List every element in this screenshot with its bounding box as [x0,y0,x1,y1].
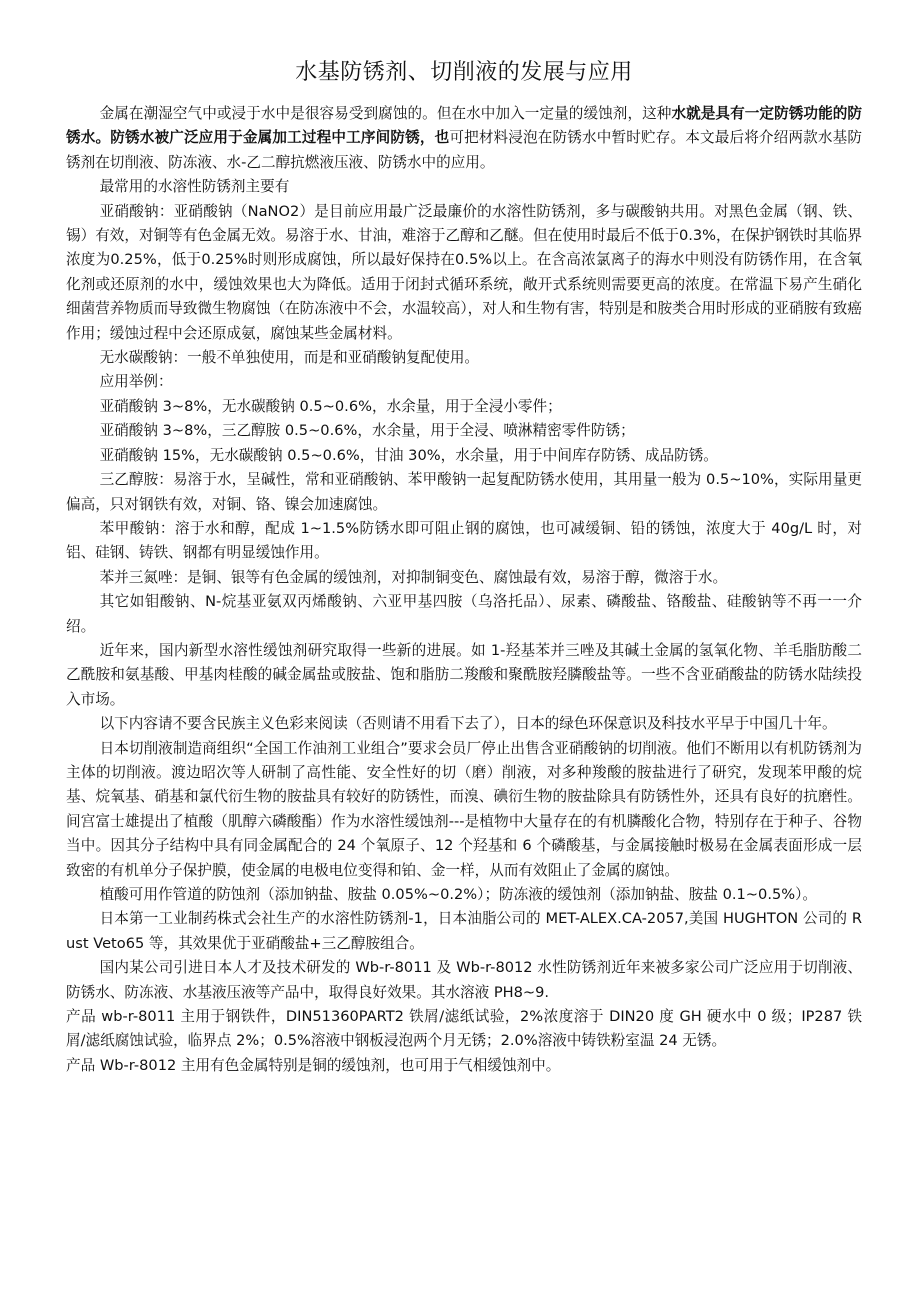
example-item: 亚硝酸钠 3~8%，无水碳酸钠 0.5~0.6%，水余量，用于全浸小零件； [99,397,562,415]
intro-text-2: 可把材料浸泡在防锈水中暂时贮存。本文最后将介绍两款水基防锈剂在切削液、防冻液、水-乙二醇抗燃液压液、防锈水中的应用。 [66,129,862,171]
example-item: 亚硝酸钠 15%，无水碳酸钠 0.5~0.6%，甘油 30%，水余量，用于中间库存防锈、成品防锈。 [99,446,718,464]
product-8011-paragraph: 产品 wb-r-8011 主用于钢铁件，DIN51360PART2 铁屑/滤纸试验，2%浓度溶于 DIN20 度 GH 硬水中 0 级；IP287 铁屑/滤纸腐蚀试验，临界点 2%；0.5%溶液中钢板浸泡两个月无锈；2.0%溶液中铸铁粉室温 24 无锈。 [66,1008,862,1050]
recent-progress-paragraph: 近年来，国内新型水溶性缓蚀剂研究取得一些新的进展。如 1-羟基苯并三唑及其碱土金属的氢氧化物、羊毛脂肪酸二乙酰胺和氨基酸、甲基肉桂酸的碱金属盐或胺盐、饱和脂肪二羧酸和聚酰胺羟膦酸盐等。一些不含亚硝酸盐的防锈水陆续投入市场。 [66,641,862,708]
domestic-products-paragraph: 国内某公司引进日本人才及技术研发的 Wb-r-8011 及 Wb-r-8012 水性防锈剂近年来被多家公司广泛应用于切削液、防锈水、防冻液、水基液压液等产品中，取得良好效果。其水溶液 PH8~9. [66,959,862,1001]
japanese-products-paragraph: 日本第一工业制药株式会社生产的水溶性防锈剂-1，日本油脂公司的 MET-ALEX.CA-2057,美国 HUGHTON 公司的 Rust Veto65 等，其效果优于亚硝酸盐+三乙醇胺组合。 [66,910,862,952]
document-title: 水基防锈剂、切削液的发展与应用 [295,60,633,85]
common-inhibitors-heading: 最常用的水溶性防锈剂主要有 [99,178,290,196]
product-8012-paragraph: 产品 Wb-r-8012 主用有色金属特别是铜的缓蚀剂，也可用于气相缓蚀剂中。 [66,1056,561,1074]
examples-heading: 应用举例： [99,373,173,391]
example-item: 亚硝酸钠 3~8%，三乙醇胺 0.5~0.6%，水余量，用于全浸、喷淋精密零件防锈； [99,422,635,440]
sodium-nitrite-paragraph: 亚硝酸钠：亚硝酸钠（NaNO2）是目前应用最广泛最廉价的水溶性防锈剂，多与碳酸钠共用。对黑色金属（钢、铁、锡）有效，对铜等有色金属无效。易溶于水、甘油，难溶于乙醇和乙醚。但在使用时最后不低于0.3%，在保护钢铁时其临界浓度为0.25%，低于0.25%时则形成腐蚀，所以最好保持在0.5%以上。在含高浓氯离子的海水中则没有防锈作用，在含氧化剂或还原剂的水中，缓蚀效果也大为降低。适用于闭封式循环系统，敞开式系统则需要更高的浓度。在常温下易产生硝化细菌营养物质而导致微生物腐蚀（在防冻液中不会，水温较高），对人和生物有害，特别是和胺类合用时形成的亚硝胺有致癌作用；缓蚀过程中会还原成氨，腐蚀某些金属材料。 [66,202,862,342]
reader-note-paragraph: 以下内容请不要含民族主义色彩来阅读（否则请不用看下去了），日本的绿色环保意识及科技水平早于中国几十年。 [99,715,837,733]
document-page [66,58,862,1078]
benzotriazole-paragraph: 苯并三氮唑：是铜、银等有色金属的缓蚀剂，对抑制铜变色、腐蚀最有效，易溶于醇，微溶于水。 [99,568,728,586]
sodium-benzoate-paragraph: 苯甲酸钠：溶于水和醇，配成 1~1.5%防锈水即可阻止钢的腐蚀，也可减缓铜、铅的锈蚀，浓度大于 40g/L 时，对铝、硅钢、铸铁、钢都有明显缓蚀作用。 [66,519,862,562]
other-inhibitors-paragraph: 其它如钼酸钠、N-烷基亚氨双丙烯酸钠、六亚甲基四胺（乌洛托品）、尿素、磷酸盐、铬酸盐、硅酸钠等不再一一介绍。 [66,593,862,635]
intro-paragraph [66,102,862,175]
phytic-acid-paragraph: 植酸可用作管道的防蚀剂（添加钠盐、胺盐 0.05%~0.2%）；防冻液的缓蚀剂（添加钠盐、胺盐 0.1~0.5%）。 [99,886,817,903]
intro-bold-text: 水就是具有一定防锈功能的防锈水。防锈水被广泛应用于金属加工过程中工序间防锈，也 [66,105,862,147]
triethanolamine-paragraph: 三乙醇胺：易溶于水，呈碱性，常和亚硝酸钠、苯甲酸钠一起复配防锈水使用，其用量一般为 0.5~10%，实际用量更偏高，只对钢铁有效，对铜、铬、镍会加速腐蚀。 [66,471,862,513]
sodium-carbonate-paragraph: 无水碳酸钠：一般不单独使用，而是和亚硝酸钠复配使用。 [99,349,480,367]
japan-research-paragraph: 日本切削液制造商组织“全国工作油剂工业组合”要求会员厂停止出售含亚硝酸钠的切削液。他们不断用以有机防锈剂为主体的切削液。渡边昭次等人研制了高性能、安全性好的切（磨）削液，对多种羧酸的胺盐进行了研究，发现苯甲酸的烷基、烷氧基、硝基和氯代衍生物的胺盐具有较好的防锈性，而溴、碘衍生物的胺盐除具有防锈性外，还具有良好的抗磨性。间宫富士雄提出了植酸（肌醇六磷酸酯）作为水溶性缓蚀剂---是植物中大量存在的有机膦酸化合物，特别存在于种子、谷物当中。因其分子结构中具有同金属配合的 24 个氧原子、12 个羟基和 6 个磷酸基，与金属接触时极易在金属表面形成一层致密的有机单分子保护膜，使金属的电极电位变得和铂、金一样，从而有效阻止了金属的腐蚀。 [66,739,862,879]
intro-text-1: 金属在潮湿空气中或浸于水中是很容易受到腐蚀的。但在水中加入一定量的缓蚀剂，这种 [99,105,672,122]
